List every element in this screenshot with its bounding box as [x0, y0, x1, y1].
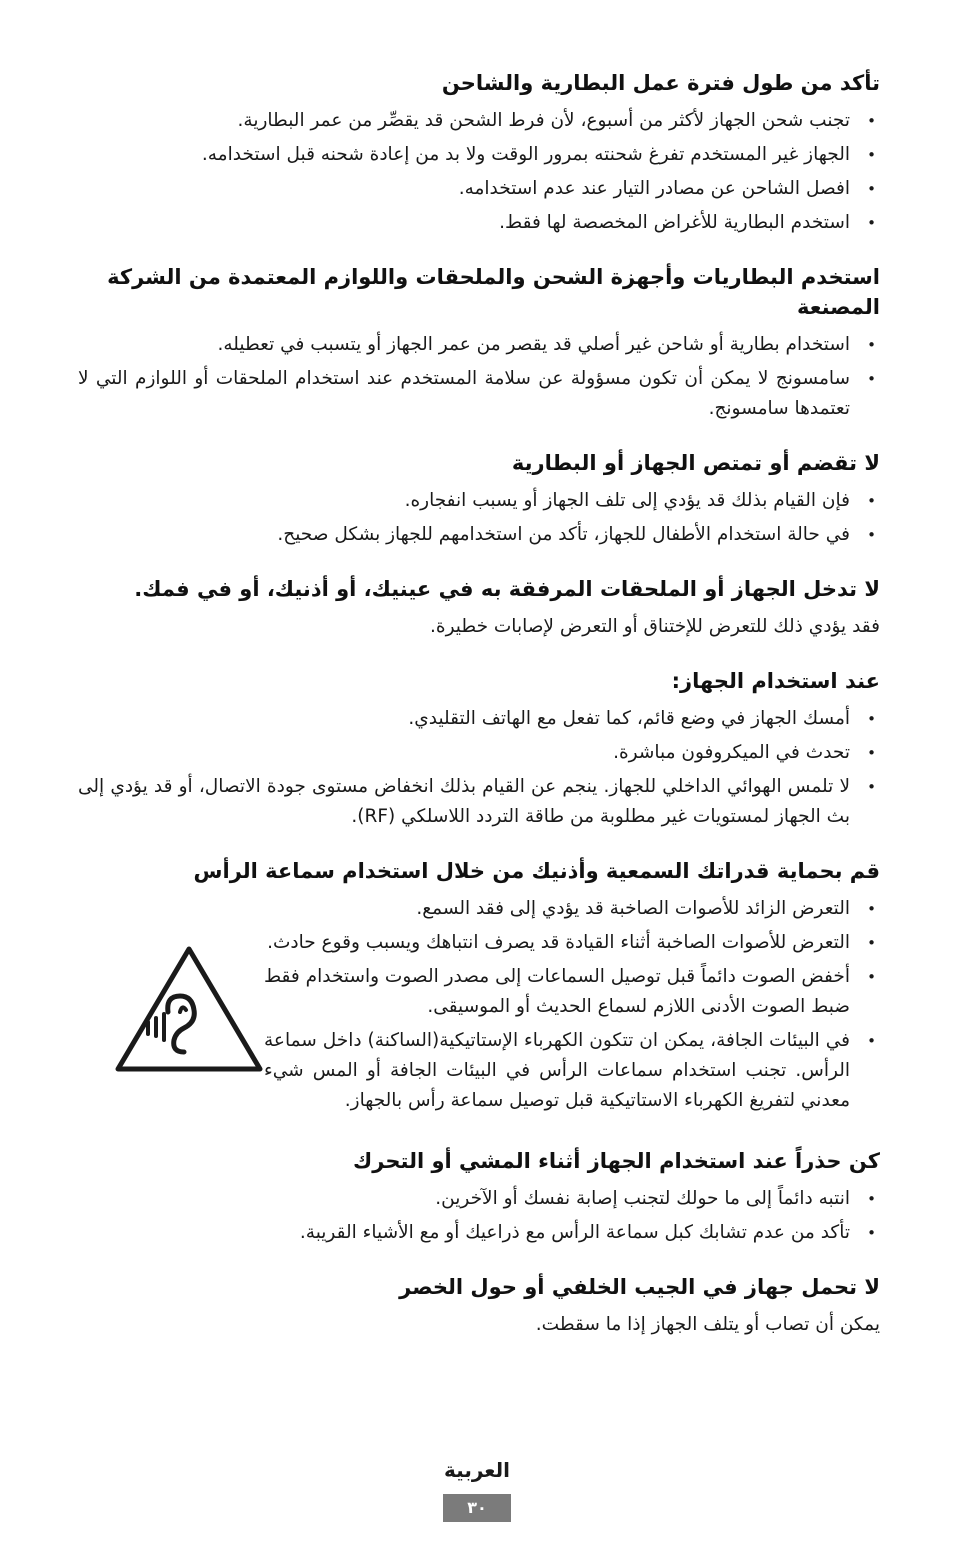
section-text: يمكن أن تصاب أو يتلف الجهاز إذا ما سقطت. [535, 1314, 880, 1335]
section-text: فقد يؤدي ذلك للتعرض للإختناق أو التعرض لإصابات خطيرة. [430, 616, 880, 637]
list-item: • استخدم البطارية للأغراض المخصصة لها فقط. [78, 208, 880, 238]
list-item: • انتبه دائماً إلى ما حولك لتجنب إصابة نفسك أو الآخرين. [78, 1184, 880, 1214]
list-item: • افصل الشاحن عن مصادر التيار عند عدم استخدامه. [78, 174, 880, 204]
list-item: • سامسونج لا يمكن أن تكون مسؤولة عن سلامة المستخدم عند استخدام الملحقات أو اللوازم التي لا تعتمدها سامسونج. [78, 364, 880, 424]
list-item: • استخدام بطارية أو شاحن غير أصلي قد يقصر من عمر الجهاز أو يتسبب في تعطيله. [78, 330, 880, 360]
list-item: • أمسك الجهاز في وضع قائم، كما تفعل مع الهاتف التقليدي. [78, 704, 880, 734]
list-item: • تحدث في الميكروفون مباشرة. [78, 738, 880, 768]
section-battery-life [78, 68, 880, 238]
section-back-pocket [78, 1272, 880, 1340]
section-heading: عند استخدام الجهاز: [671, 669, 880, 693]
list-item: • تأكد من عدم تشابك كبل سماعة الرأس مع ذراعيك أو مع الأشياء القريبة. [78, 1218, 880, 1248]
list-item: • فإن القيام بذلك قد يؤدي إلى تلف الجهاز أو يسبب انفجاره. [78, 486, 880, 516]
footer-language: العربية [444, 1458, 510, 1482]
section-heading: لا تقضم أو تمتص الجهاز أو البطارية [511, 451, 880, 475]
section-heading: قم بحماية قدراتك السمعية وأذنيك من خلال استخدام سماعة الرأس [193, 859, 880, 883]
list-item: • تجنب شحن الجهاز لأكثر من أسبوع، لأن فرط الشحن قد يقصِّر من عمر البطارية. [78, 106, 880, 136]
section-do-not-insert [78, 574, 880, 642]
page-number: ٣٠ [443, 1494, 511, 1522]
section-heading: كن حذراً عند استخدام الجهاز أثناء المشي أو التحرك [353, 1149, 880, 1173]
section-walking-caution [78, 1146, 880, 1248]
section-do-not-bite [78, 448, 880, 550]
section-heading: لا تدخل الجهاز أو الملحقات المرفقة به في عينيك، أو أذنيك، أو في فمك. [134, 577, 880, 601]
section-approved-accessories [78, 262, 880, 424]
section-when-using-device [78, 666, 880, 832]
list-item: • في البيئات الجافة، يمكن ان تتكون الكهرباء الإستاتيكية(الساكنة) داخل سماعة الرأس. تجنب استخدام سماعات الرأس في البيئات الجافة أو المس شيء معدني لتفريغ الكهرباء الاستاتيكية قبل توصيل سماعة رأس بالجهاز. [264, 1026, 880, 1116]
bullet-list [78, 1184, 880, 1248]
section-heading: استخدم البطاريات وأجهزة الشحن والملحقات واللوازم المعتمدة من الشركة المصنعة [107, 265, 880, 319]
list-item: • أخفض الصوت دائماً قبل توصيل السماعات إلى مصدر الصوت واستخدام فقط ضبط الصوت الأدنى اللازم لسماع الحديث أو الموسيقى. [264, 962, 880, 1022]
list-item: • لا تلمس الهوائي الداخلي للجهاز. ينجم عن القيام بذلك انخفاض مستوى جودة الاتصال، أو قد يؤدي إلى بث الجهاز لمستويات غير مطلوبة من طاقة التردد اللاسلكي (RF). [78, 772, 880, 832]
bullet-list [78, 486, 880, 550]
list-item: • التعرض للأصوات الصاخبة أثناء القيادة قد يصرف انتباهك ويسبب وقوع حادث. [264, 928, 880, 958]
page-content [78, 68, 880, 1340]
list-item: • التعرض الزائد للأصوات الصاخبة قد يؤدي إلى فقد السمع. [264, 894, 880, 924]
list-item: • في حالة استخدام الأطفال للجهاز، تأكد من استخدامهم للجهاز بشكل صحيح. [78, 520, 880, 550]
page-footer [0, 1458, 954, 1522]
list-item: • الجهاز غير المستخدم تفرغ شحنته بمرور الوقت ولا بد من إعادة شحنه قبل استخدامه. [78, 140, 880, 170]
bullet-list [264, 894, 880, 1120]
section-heading: تأكد من طول فترة عمل البطارية والشاحن [441, 71, 880, 95]
bullet-list [78, 106, 880, 238]
bullet-list [78, 704, 880, 832]
hearing-warning-icon [114, 944, 264, 1074]
section-heading: لا تحمل جهاز في الجيب الخلفي أو حول الخصر [399, 1275, 880, 1299]
section-hearing-protection [78, 856, 880, 1120]
bullet-list [78, 330, 880, 424]
